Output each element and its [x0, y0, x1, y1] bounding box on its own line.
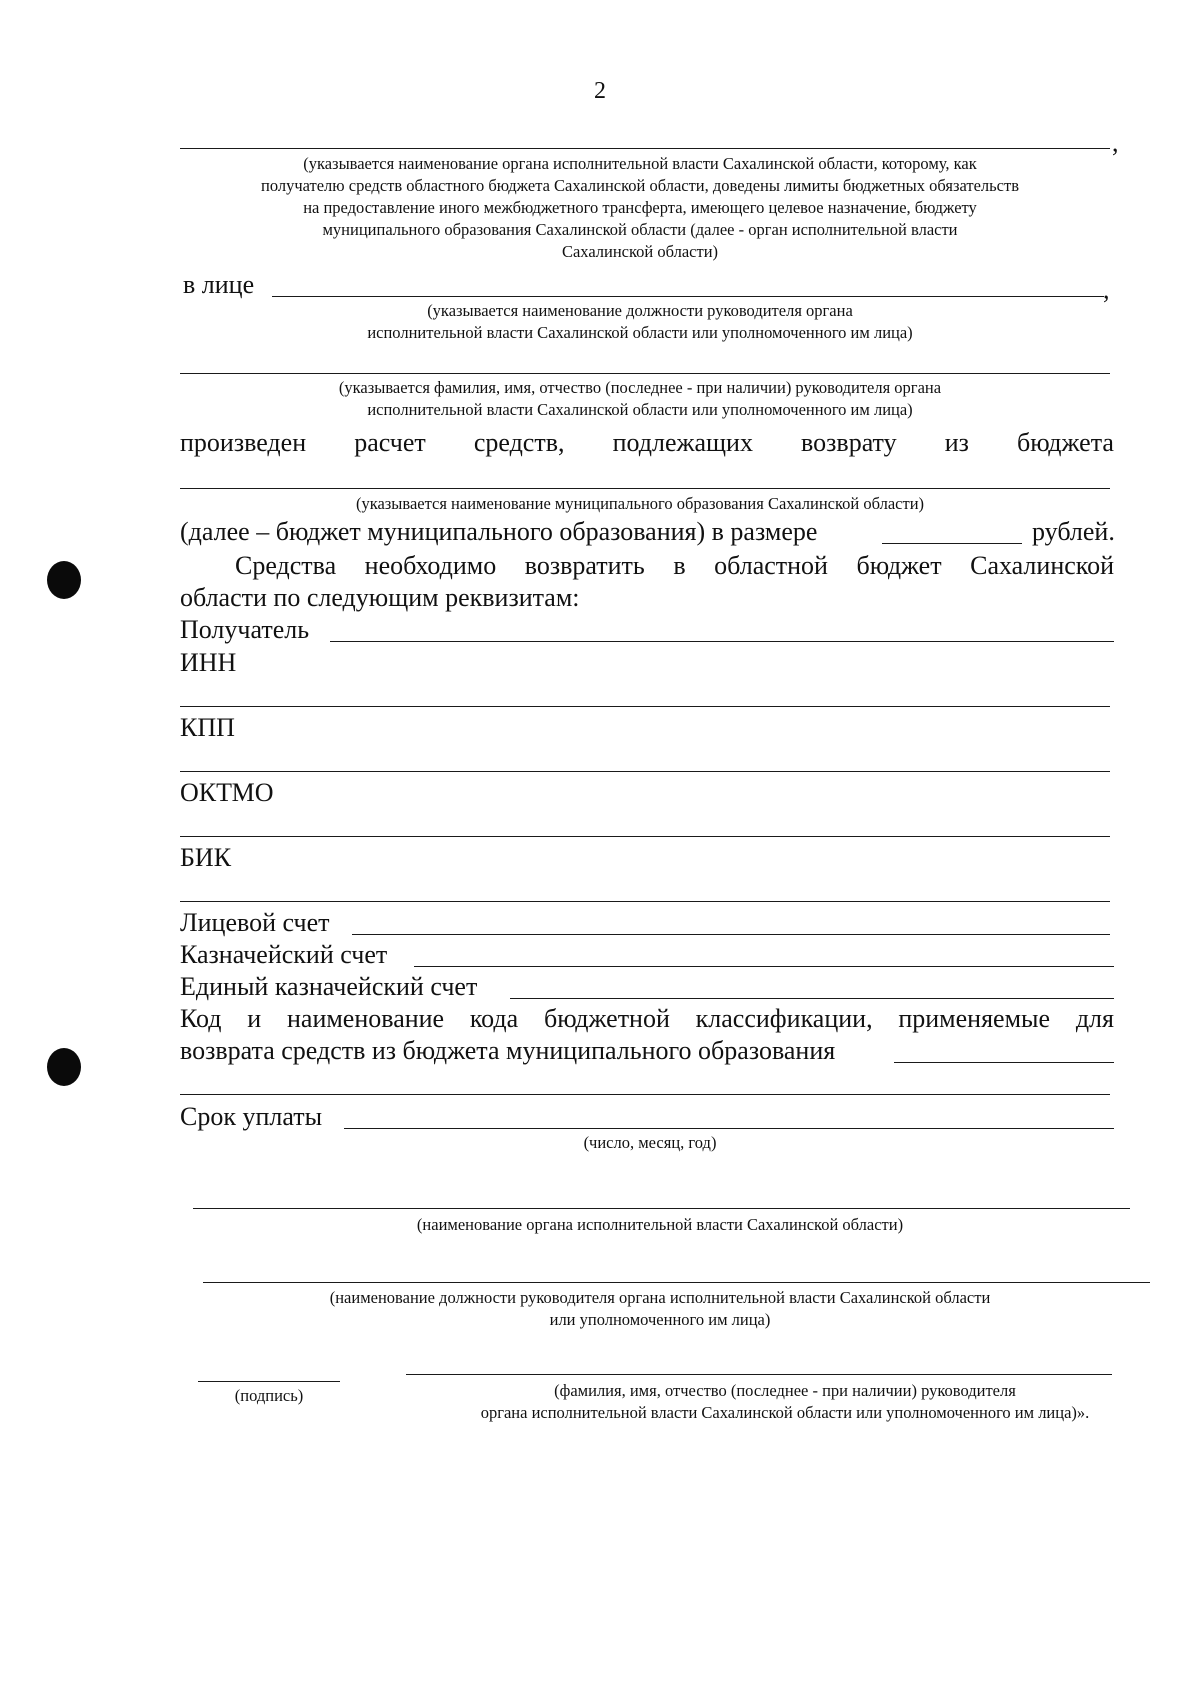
oktmo-line [180, 836, 1110, 837]
personal-account-label: Лицевой счет [180, 908, 330, 937]
amount-prefix: (далее – бюджет муниципального образования) в размере [180, 517, 818, 546]
recipient-line [330, 641, 1114, 642]
person-position-caption: (указывается наименование должности руководителя органа исполнительной власти Сахалинской области или уполномоченного им лица) [367, 301, 913, 342]
organ-signature-caption: (наименование органа исполнительной власти Сахалинской области) [416, 1215, 904, 1234]
personal-account-line [352, 934, 1110, 935]
kbk-inline-line [894, 1062, 1114, 1063]
kbk-line [180, 1094, 1110, 1095]
person-name-line [180, 373, 1110, 374]
punch-hole-top [47, 561, 81, 599]
inn-line [180, 706, 1110, 707]
municipality-line [180, 488, 1110, 489]
single-treasury-account-label: Единый казначейский счет [180, 972, 478, 1001]
kpp-line [180, 771, 1110, 772]
person-comma: , [1103, 275, 1110, 304]
return-text-line2: области по следующим реквизитам: [180, 583, 580, 612]
person-label: в лице [183, 270, 255, 299]
organ-signature-line [193, 1208, 1130, 1209]
calc-words: произведен расчет средств, подлежащих возврату из бюджета [180, 428, 1114, 457]
organ-name-comma: , [1112, 128, 1119, 157]
treasury-account-line [414, 966, 1114, 967]
amount-suffix: рублей. [1032, 517, 1115, 546]
oktmo-label: ОКТМО [180, 778, 274, 807]
recipient-label: Получатель [180, 615, 310, 644]
bik-line [180, 901, 1110, 902]
punch-hole-bottom [47, 1048, 81, 1086]
position-signature-line [203, 1282, 1150, 1283]
due-date-line [344, 1128, 1114, 1129]
organ-name-caption: (указывается наименование органа исполнительной власти Сахалинской области, которому, как получателю средств областного бюджета Сахалинской области, доведены лимиты бюджетных обязательств на предоставление иного межбюджетного трансферта, имеющего целевое назначение, бюджету муниципального образования Сахалинской области (далее - орган исполнительной власти Сахалинской области) [260, 154, 1019, 261]
inn-label: ИНН [180, 648, 237, 677]
return-text-line1: Средства необходимо возвратить в областной бюджет Сахалинской [235, 551, 1114, 580]
due-date-label: Срок уплаты [180, 1102, 323, 1131]
amount-line [882, 543, 1022, 544]
person-name-caption: (указывается фамилия, имя, отчество (последнее - при наличии) руководителя органа исполнительной власти Сахалинской области или уполномоченного им лица) [338, 378, 942, 419]
signatory-name-caption: (фамилия, имя, отчество (последнее - при наличии) руководителя органа исполнительной власти Сахалинской области или уполномоченного им лица)». [480, 1381, 1090, 1422]
due-date-caption: (число, месяц, год) [583, 1133, 717, 1152]
treasury-account-label: Казначейский счет [180, 940, 388, 969]
municipality-caption: (указывается наименование муниципального образования Сахалинской области) [355, 494, 925, 513]
signatory-name-line [406, 1374, 1112, 1375]
position-signature-caption: (наименование должности руководителя органа исполнительной власти Сахалинской области или уполномоченного им лица) [329, 1288, 991, 1329]
sign-line [198, 1381, 340, 1382]
single-treasury-account-line [510, 998, 1114, 999]
sign-caption: (подпись) [234, 1386, 304, 1405]
page-number: 2 [594, 78, 606, 104]
kbk-line2: возврата средств из бюджета муниципального образования [180, 1036, 836, 1065]
organ-name-line [180, 148, 1110, 149]
person-position-line [272, 296, 1104, 297]
kbk-line1: Код и наименование кода бюджетной классификации, применяемые для [180, 1004, 1114, 1033]
bik-label: БИК [180, 843, 232, 872]
kpp-label: КПП [180, 713, 235, 742]
